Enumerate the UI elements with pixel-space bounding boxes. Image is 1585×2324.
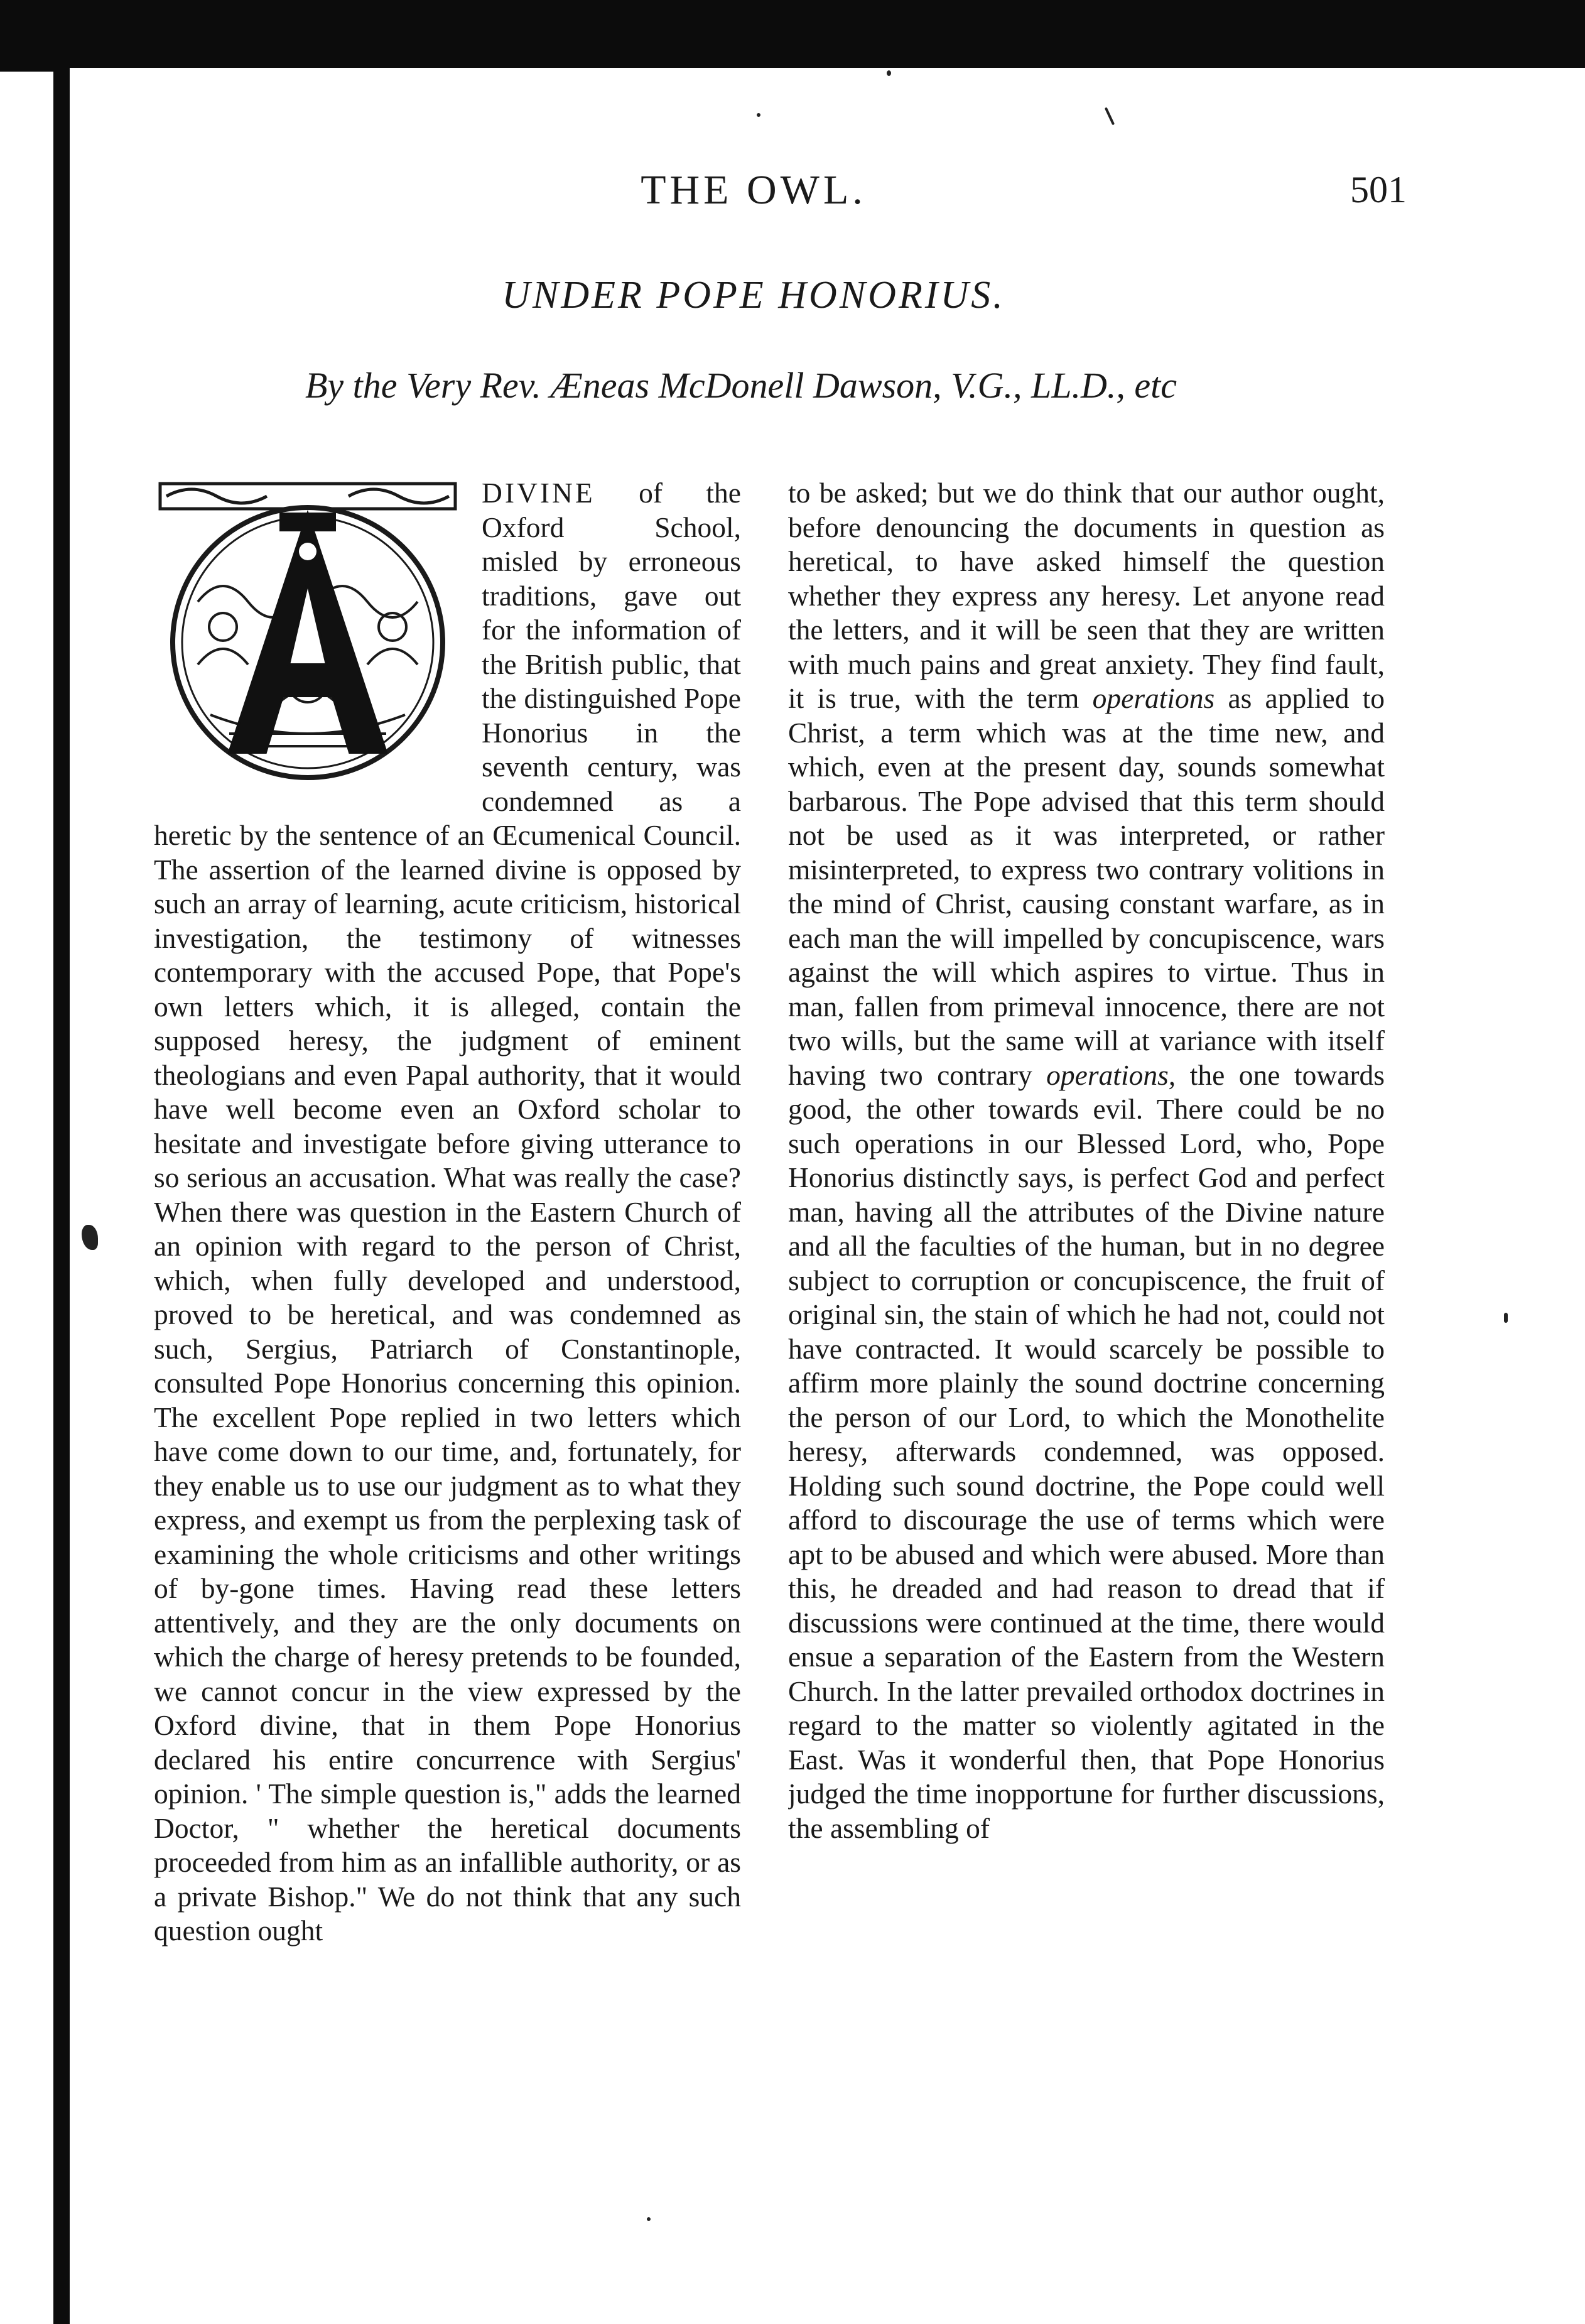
running-head: THE OWL. (641, 167, 867, 213)
scan-speck (1105, 107, 1115, 126)
scan-border-top (0, 0, 1585, 68)
ornamental-initial-a-icon (154, 476, 462, 784)
right-column-text-3: the one towards good, the other towards evil. There could be no such operations in our Blessed Lord, who, Pope Honorius distinctly says, is perfect God and perfect man, having all the attributes of the Divine nature and all the faculties of the human, but in no degree subject to corruption or concupiscence, the fruit of original sin, the stain of which he had not, could not have contracted. It would scarcely be possible to affirm more plainly the sound doctrine concerning the person of our Lord, to which the Monothelite heresy, afterwards condemned, was opposed. Holding such sound doctrine, the Pope could well afford to discourage the use of terms which were apt to be abused and which were abused. More than this, he dreaded and had reason to dread that if discussions were continued at the time, there would ensue a separation of the Eastern from the Western Church. In the latter prevailed orthodox doctrines in regard to the matter so violently agitated in the East. Was it wonderful then, that Pope Honorius judged the time inopportune for further discussions, the assembling of (788, 1058, 1385, 1844)
left-column-text: of the Oxford School, misled by erroneous traditions, gave out for the information of the British public, that the distinguished Pope Honorius in the seventh century, was condemned as a heretic by the sentence of an Œcumenical Council. The assertion of the learned divine is opposed by such an array of learning, acute criticism, historical investigation, the testimony of witnesses contemporary with the accused Pope, that Pope's own letters which, it is alleged, contain the supposed heresy, the judgment of eminent theologians and even Papal authority, that it would have well become even an Oxford scholar to hesitate and investigate before giving utterance to so serious an accusation. What was really the case? When there was question in the Eastern Church of an opinion with regard to the person of Christ, which, when fully developed and understood, proved to be heretical, and was condemned as such, Sergius, Patriarch of Constantinople, consulted Pope Honorius concerning this opinion. The excellent Pope replied in two letters which have come down to our time, and, fortunately, for they enable us to use our judgment as to what they express, and exempt us from the perplexing task of examining the whole criticisms and other writings of by-gone times. Having read these letters attentively, and they are the only documents on which the charge of heresy pretends to be founded, we cannot concur in the view expressed by the Oxford divine, that in them Pope Honorius declared his entire concurrence with Sergius' opinion. ' The simple question is," adds the learned Doctor, " whether the heretical documents proceeded from him as an infallible authority, or as a private Bishop." We do not think that any such question ought (154, 477, 741, 1947)
scan-speck (887, 70, 891, 76)
right-column-paragraph (788, 476, 1385, 1845)
italic-operations-2: operations, (1046, 1058, 1176, 1091)
article-title: UNDER POPE HONORIUS. (502, 274, 1005, 317)
scan-blot (82, 1225, 98, 1250)
page-number: 501 (1350, 169, 1407, 210)
scan-speck (1504, 1313, 1508, 1323)
right-column-text-2: as applied to Christ, a term which was at the time new, and which, even at the present day, sounds somewhat barbarous. The Pope advised that this term should not be used as it was interpreted, or rather misinterpreted, to express two contrary volitions in the mind of Christ, causing constant warfare, as in each man the will impelled by concupiscence, wars against the will which aspires to virtue. Thus in man, fallen from primeval innocence, there are not two wills, but the same will at variance with itself having two contrary (788, 682, 1385, 1091)
scan-speck (757, 113, 760, 117)
scan-speck (647, 2217, 651, 2221)
lead-word: DIVINE (482, 477, 595, 509)
right-column-text-1: to be asked; but we do think that our author ought, before denouncing the documents in question as heretical, to have asked himself the question whether they express any heresy. Let anyone read the letters, and it will be seen that they are written with much pains and great anxiety. They find fault, it is true, with the term (788, 477, 1385, 714)
right-column (788, 476, 1385, 2134)
italic-operations: operations (1092, 682, 1215, 714)
byline: By the Very Rev. Æneas McDonell Dawson, V.G., LL.D., etc (305, 365, 1177, 406)
left-column (154, 476, 741, 2134)
scan-border-left (53, 63, 70, 2324)
ornamental-initial-a (154, 476, 462, 784)
